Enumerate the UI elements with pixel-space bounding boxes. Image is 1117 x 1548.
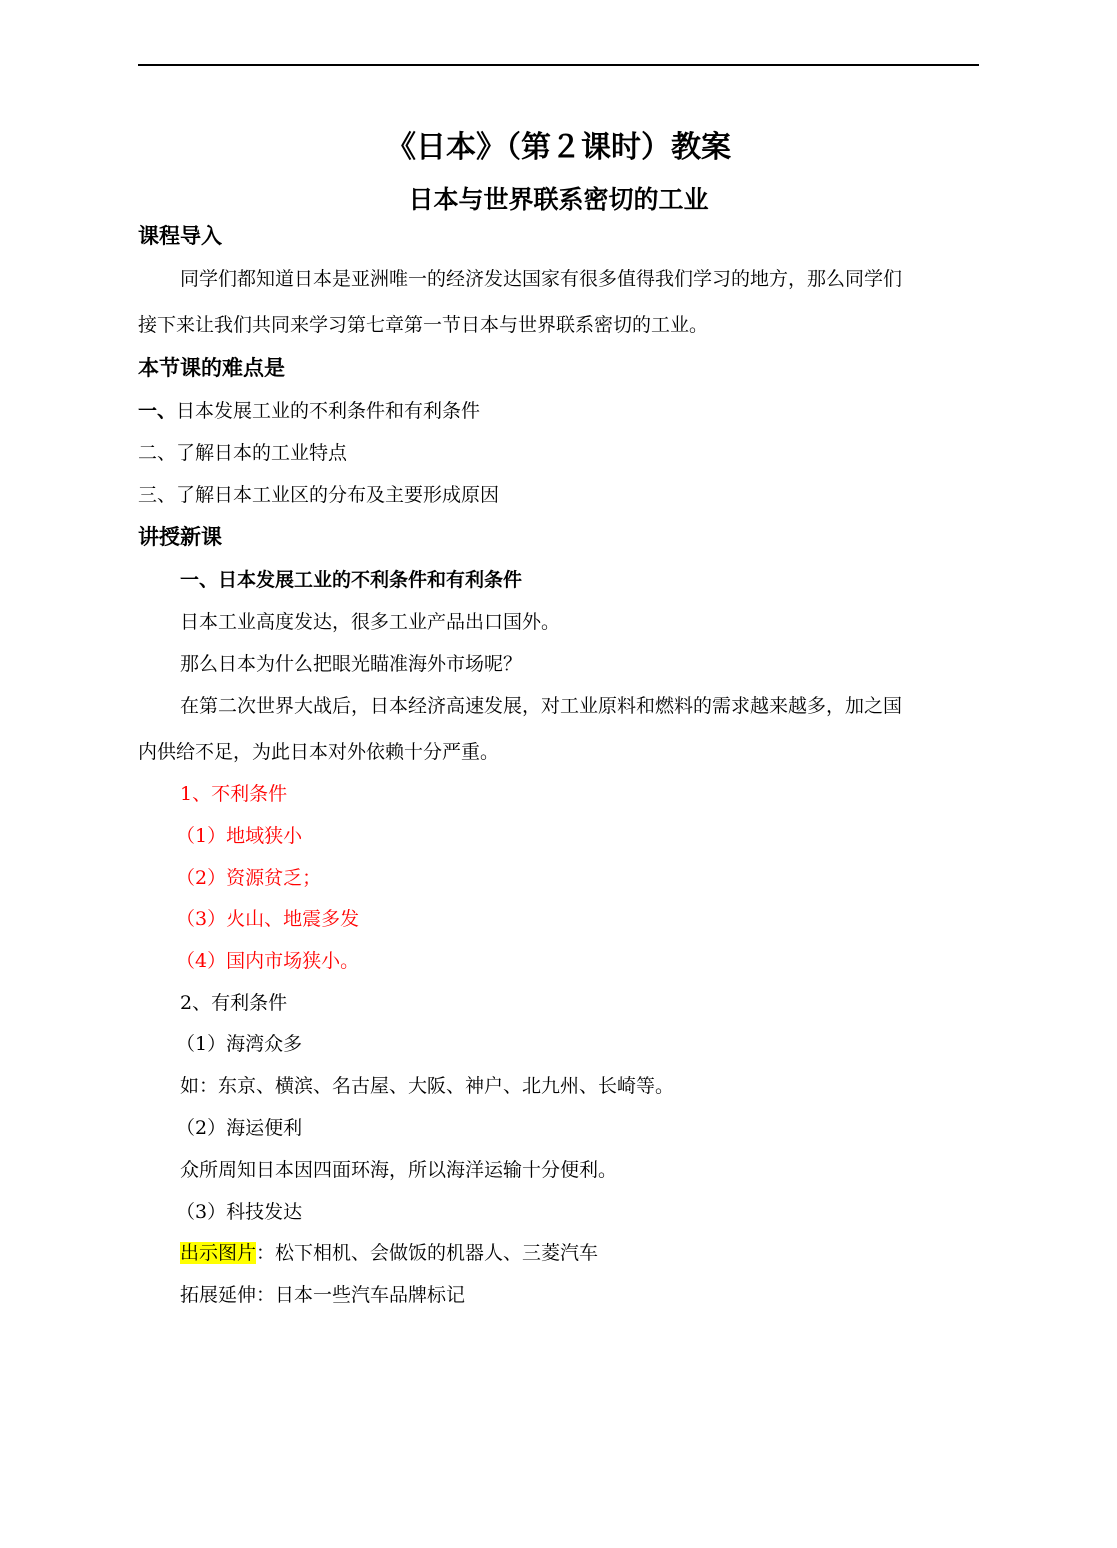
lesson-paragraph-2: 那么日本为什么把眼光瞄准海外市场呢？	[180, 653, 523, 675]
intro-heading: 课程导入	[138, 223, 222, 248]
show-pictures-label: 出示图片	[180, 1242, 257, 1264]
difficulty-item-2-text: 了解日本的工业特点	[176, 442, 348, 464]
unfavorable-item-1: （1）地域狭小	[176, 825, 303, 847]
lesson-paragraph-3-line-1: 在第二次世界大战后，日本经济高速发展，对工业原料和燃料的需求越来越多，加之国	[180, 695, 903, 717]
favorable-item-1: （1）海湾众多	[176, 1033, 303, 1055]
favorable-item-2-detail: 众所周知日本因四面环海，所以海洋运输十分便利。	[180, 1159, 618, 1181]
document-subtitle: 日本与世界联系密切的工业	[408, 185, 709, 214]
lesson-paragraph-1: 日本工业高度发达，很多工业产品出口国外。	[180, 611, 561, 633]
favorable-item-3: （3）科技发达	[176, 1201, 303, 1223]
favorable-title: 2、有利条件	[180, 992, 288, 1014]
unfavorable-item-3: （3）火山、地震多发	[176, 908, 360, 930]
favorable-item-1-detail: 如：东京、横滨、名古屋、大阪、神户、北九州、长崎等。	[180, 1075, 675, 1097]
difficulty-item-3	[138, 483, 499, 507]
difficulty-item-3-text: 了解日本工业区的分布及主要形成原因	[176, 484, 500, 506]
show-pictures-line	[180, 1241, 598, 1265]
document-title: 《日本》（第２课时）教案	[386, 130, 731, 165]
header-rule	[138, 64, 979, 66]
section-1-title: 一、日本发展工业的不利条件和有利条件	[180, 569, 523, 591]
lesson-paragraph-3-line-2: 内供给不足，为此日本对外依赖十分严重。	[138, 741, 500, 763]
difficulty-item-1	[138, 399, 480, 423]
extension-line: 拓展延伸：日本一些汽车品牌标记	[180, 1284, 466, 1306]
show-pictures-text: ：松下相机、会做饭的机器人、三菱汽车	[256, 1242, 599, 1264]
unfavorable-item-2: （2）资源贫乏；	[176, 867, 322, 889]
difficulty-item-2-number: 二、	[138, 442, 177, 464]
lesson-heading: 讲授新课	[138, 524, 222, 549]
difficulties-heading: 本节课的难点是	[138, 355, 285, 380]
intro-paragraph-line-2: 接下来让我们共同来学习第七章第一节日本与世界联系密切的工业。	[138, 314, 709, 336]
difficulty-item-2	[138, 441, 347, 465]
difficulty-item-1-number: 一、	[138, 400, 177, 422]
favorable-item-2: （2）海运便利	[176, 1117, 303, 1139]
intro-paragraph-line-1: 同学们都知道日本是亚洲唯一的经济发达国家有很多值得我们学习的地方，那么同学们	[180, 268, 903, 290]
difficulty-item-3-number: 三、	[138, 484, 177, 506]
unfavorable-item-4: （4）国内市场狭小。	[176, 950, 360, 972]
difficulty-item-1-text: 日本发展工业的不利条件和有利条件	[176, 400, 481, 422]
unfavorable-title: 1、不利条件	[180, 783, 288, 805]
